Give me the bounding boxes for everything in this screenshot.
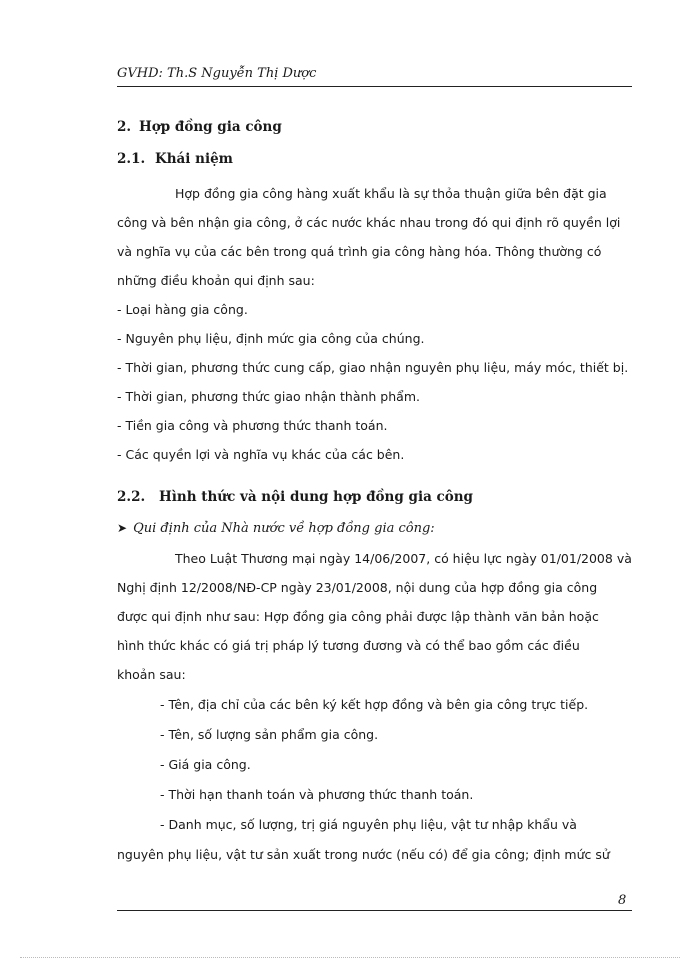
page-number: 8 xyxy=(618,893,627,908)
paragraph-line: hình thức khác có giá trị pháp lý tương đương và có thể bao gồm các điều xyxy=(117,638,580,653)
list-item: - Giá gia công. xyxy=(160,757,251,772)
paragraph-line: những điều khoản qui định sau: xyxy=(117,273,315,288)
paragraph-line: khoản sau: xyxy=(117,667,186,682)
paragraph-line: Theo Luật Thương mại ngày 14/06/2007, có hiệu lực ngày 01/01/2008 và xyxy=(175,551,632,566)
list-item: - Tiền gia công và phương thức thanh toán. xyxy=(117,418,388,433)
list-item: - Loại hàng gia công. xyxy=(117,302,248,317)
paragraph-line: nguyên phụ liệu, vật tư sản xuất trong nước (nếu có) để gia công; định mức sử xyxy=(117,847,610,862)
section-2-2-heading xyxy=(117,489,473,505)
paragraph-line: công và bên nhận gia công, ở các nước khác nhau trong đó qui định rõ quyền lợi xyxy=(117,215,621,230)
list-item: - Tên, địa chỉ của các bên ký kết hợp đồng và bên gia công trực tiếp. xyxy=(160,697,589,712)
page-header: GVHD: Th.S Nguyễn Thị Dược xyxy=(117,66,317,81)
list-item: - Tên, số lượng sản phẩm gia công. xyxy=(160,727,379,742)
regulation-lead xyxy=(117,521,435,536)
section-2-heading xyxy=(117,119,282,135)
list-item: - Thời gian, phương thức giao nhận thành phẩm. xyxy=(117,389,420,404)
section-2-number: 2. xyxy=(117,119,132,135)
paragraph-line: và nghĩa vụ của các bên trong quá trình gia công hàng hóa. Thông thường có xyxy=(117,244,602,259)
footer-rule xyxy=(117,910,632,911)
list-item: - Các quyền lợi và nghĩa vụ khác của các bên. xyxy=(117,447,405,462)
section-2-title: Hợp đồng gia công xyxy=(139,119,282,135)
section-2-1-heading xyxy=(117,151,233,167)
header-rule xyxy=(117,86,632,87)
paragraph-line: Hợp đồng gia công hàng xuất khẩu là sự thỏa thuận giữa bên đặt gia xyxy=(175,186,607,201)
list-item: - Thời gian, phương thức cung cấp, giao nhận nguyên phụ liệu, máy móc, thiết bị. xyxy=(117,360,629,375)
arrow-bullet-icon: ➤ xyxy=(117,521,128,535)
list-item: - Thời hạn thanh toán và phương thức thanh toán. xyxy=(160,787,474,802)
paragraph-line: được qui định như sau: Hợp đồng gia công phải được lập thành văn bản hoặc xyxy=(117,609,599,624)
list-item: - Danh mục, số lượng, trị giá nguyên phụ liệu, vật tư nhập khẩu và xyxy=(160,817,577,832)
page-edge-divider xyxy=(20,957,680,958)
paragraph-line: Nghị định 12/2008/NĐ-CP ngày 23/01/2008, nội dung của hợp đồng gia công xyxy=(117,580,598,595)
regulation-lead-text: Qui định của Nhà nước về hợp đồng gia công: xyxy=(133,521,435,536)
section-2-2-title: Hình thức và nội dung hợp đồng gia công xyxy=(159,489,474,505)
list-item: - Nguyên phụ liệu, định mức gia công của chúng. xyxy=(117,331,425,346)
section-2-1-title: Khái niệm xyxy=(155,151,233,167)
section-2-2-number: 2.2. xyxy=(117,489,146,505)
section-2-1-number: 2.1. xyxy=(117,151,146,167)
